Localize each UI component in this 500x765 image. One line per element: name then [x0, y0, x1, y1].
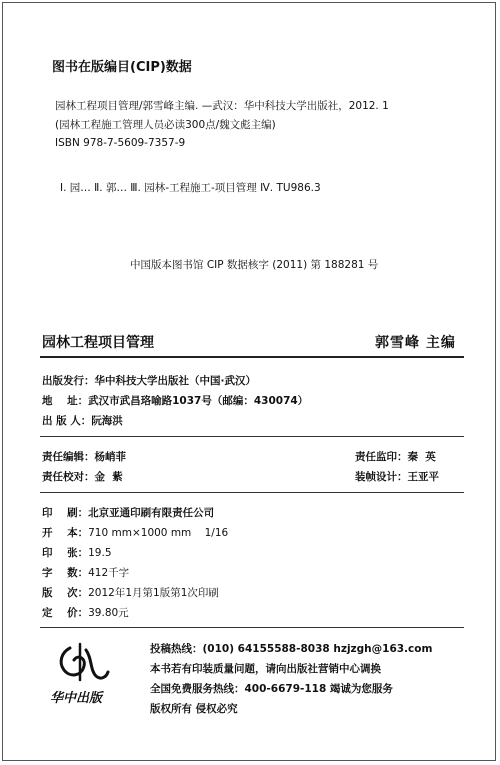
- address-label: 地 址：: [42, 395, 89, 407]
- proofreader-row: [42, 469, 123, 484]
- designer-row: [355, 469, 439, 484]
- printer-value: 北京亚通印刷有限责任公司: [88, 507, 215, 519]
- edition-value: 2012年1月第1版第1次印刷: [88, 587, 219, 599]
- price-label: 定 价：: [42, 607, 89, 619]
- publisher-person-value: 阮海洪: [91, 415, 123, 427]
- book-title: 园林工程项目管理: [42, 335, 154, 351]
- format-label: 开 本：: [42, 527, 89, 539]
- supervisor-label: 责任监印：: [355, 451, 408, 463]
- address-row: [42, 393, 308, 408]
- publisher-person-label: 出 版 人：: [42, 415, 92, 427]
- words-value: 412千字: [88, 567, 130, 579]
- free-hotline: 全国免费服务热线：400-6679-118 竭诚为您服务: [150, 683, 393, 695]
- editor-row: [42, 449, 126, 464]
- publisher-person-row: [42, 413, 123, 428]
- title-divider: [40, 356, 464, 358]
- cip-classification: Ⅰ. 园… Ⅱ. 郭… Ⅲ. 园林-工程施工-项目管理 Ⅳ. TU986.3: [60, 182, 321, 194]
- sheets-label: 印 张：: [42, 547, 89, 559]
- supervisor-value: 秦 英: [407, 451, 436, 463]
- cip-line-2: (园林工程施工管理人员必读300点/魏文彪主编): [55, 119, 276, 131]
- designer-label: 装帧设计：: [355, 471, 408, 483]
- format-value: 710 mm×1000 mm 1/16: [88, 527, 229, 539]
- publisher-row: [42, 373, 256, 388]
- book-author: 郭雪峰 主编: [375, 335, 456, 351]
- editors-divider: [40, 492, 464, 493]
- cip-line-1: 园林工程项目管理/郭雪峰主编. —武汉：华中科技大学出版社，2012. 1: [55, 100, 389, 112]
- editor-label: 责任编辑：: [42, 451, 95, 463]
- proofreader-value: 金 紫: [94, 471, 123, 483]
- copyright-notice: 版权所有 侵权必究: [150, 703, 238, 715]
- logo-text: 华中出版: [50, 691, 103, 706]
- edition-row: [42, 585, 219, 600]
- cip-heading: 图书在版编目(CIP)数据: [52, 60, 192, 75]
- supervisor-row: [355, 449, 436, 464]
- cip-record-number: 中国版本图书馆 CIP 数据核字 (2011) 第 188281 号: [130, 259, 379, 271]
- address-value: 武汉市武昌珞喻路1037号（邮编：430074）: [88, 395, 309, 407]
- publisher-logo-icon: [40, 640, 130, 710]
- sheets-value: 19.5: [88, 547, 112, 559]
- publisher-value: 华中科技大学出版社（中国·武汉）: [94, 375, 256, 387]
- designer-value: 王亚平: [407, 471, 439, 483]
- sheets-row: [42, 545, 112, 560]
- printer-row: [42, 505, 214, 520]
- words-label: 字 数：: [42, 567, 89, 579]
- cip-isbn: ISBN 978-7-5609-7357-9: [55, 137, 186, 149]
- words-row: [42, 565, 129, 580]
- proofreader-label: 责任校对：: [42, 471, 95, 483]
- printer-label: 印 刷：: [42, 507, 89, 519]
- publisher-label: 出版发行：: [42, 375, 95, 387]
- edition-label: 版 次：: [42, 587, 89, 599]
- submission-hotline: 投稿热线：(010) 64155588-8038 hzjzgh@163.com: [150, 643, 433, 655]
- print-divider: [40, 627, 464, 628]
- editor-value: 杨峭菲: [94, 451, 126, 463]
- quality-notice: 本书若有印装质量问题，请向出版社营销中心调换: [150, 663, 381, 675]
- price-row: [42, 605, 129, 620]
- price-value: 39.80元: [88, 607, 129, 619]
- format-row: [42, 525, 228, 540]
- publisher-divider: [40, 436, 464, 437]
